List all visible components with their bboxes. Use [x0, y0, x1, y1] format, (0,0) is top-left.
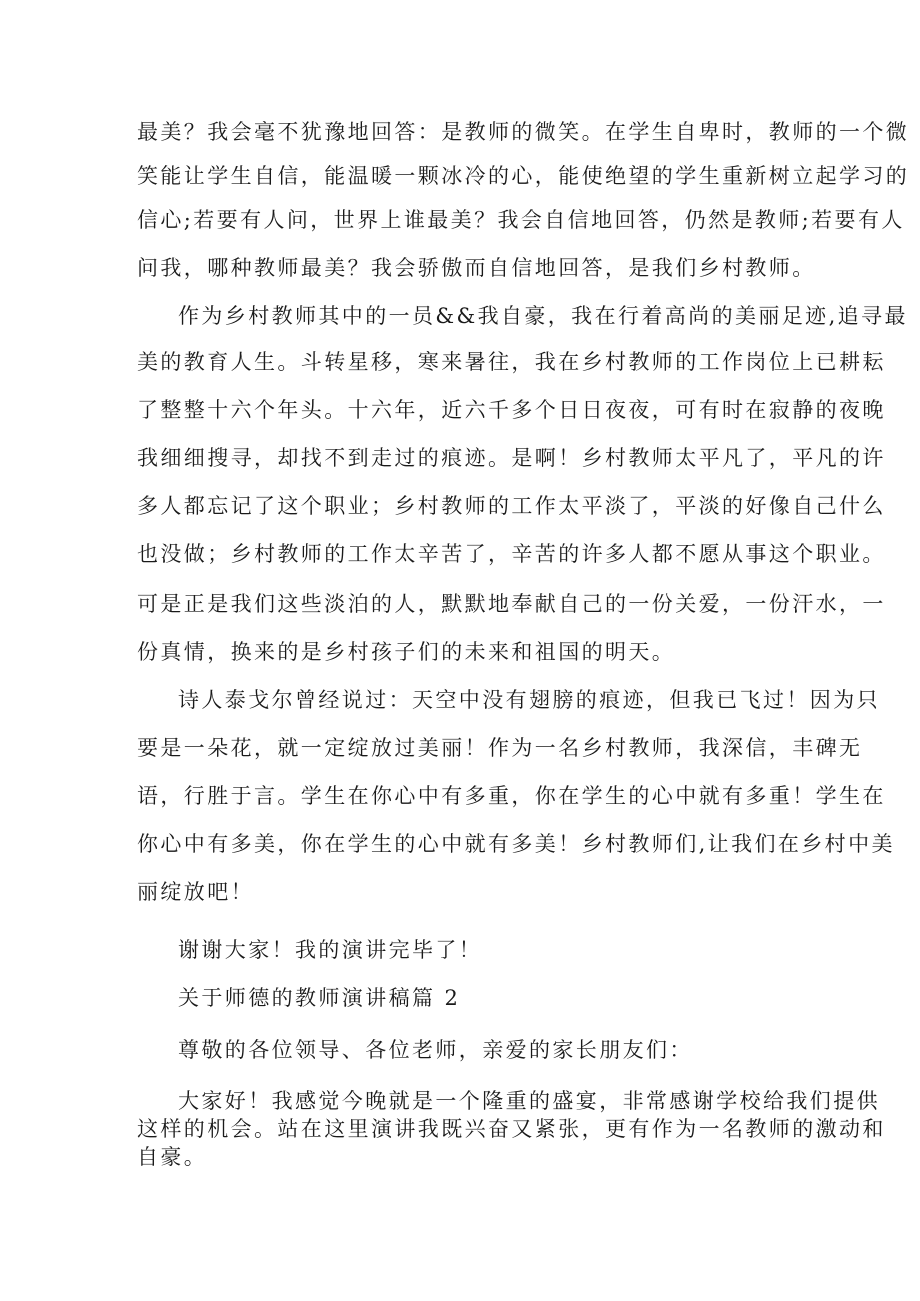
- salutation-line: 尊敬的各位领导、各位老师，亲爱的家长朋友们：: [178, 1038, 693, 1062]
- paragraph-line: 丽绽放吧！: [137, 880, 254, 904]
- section-heading: 关于师德的教师演讲稿篇 2: [178, 986, 461, 1010]
- paragraph-line: 信心;若要有人问，世界上谁最美？我会自信地回答，仍然是教师;若要有人: [137, 208, 905, 232]
- paragraph-line: 这样的机会。站在这里演讲我既兴奋又紧张，更有作为一名教师的激动和: [137, 1117, 886, 1141]
- paragraph-line: 你心中有多美，你在学生的心中就有多美！乡村教师们,让我们在乡村中美: [137, 832, 895, 856]
- paragraph-line: 美的教育人生。斗转星移，寒来暑往，我在乡村教师的工作岗位上已耕耘: [137, 350, 886, 374]
- closing-line: 谢谢大家！我的演讲完毕了！: [178, 938, 483, 962]
- paragraph-line: 诗人泰戈尔曾经说过：天空中没有翅膀的痕迹，但我已飞过！因为只: [178, 688, 880, 712]
- paragraph-line: 份真情，换来的是乡村孩子们的未来和祖国的明天。: [137, 640, 676, 664]
- paragraph-line: 大家好！我感觉今晚就是一个隆重的盛宴，非常感谢学校给我们提供: [178, 1089, 880, 1113]
- paragraph-line: 自豪。: [137, 1145, 208, 1169]
- paragraph-line: 可是正是我们这些淡泊的人，默默地奉献自己的一份关爱，一份汗水，一: [137, 592, 886, 616]
- paragraph-line: 作为乡村教师其中的一员&&我自豪，我在行着高尚的美丽足迹,追寻最: [178, 304, 908, 328]
- paragraph-line: 笑能让学生自信，能温暖一颗冰冷的心，能使绝望的学生重新树立起学习的: [137, 164, 910, 188]
- paragraph-line: 问我，哪种教师最美？我会骄傲而自信地回答，是我们乡村教师。: [137, 256, 816, 280]
- paragraph-line: 要是一朵花，就一定绽放过美丽！作为一名乡村教师，我深信，丰碑无: [137, 736, 863, 760]
- paragraph-line: 多人都忘记了这个职业；乡村教师的工作太平淡了，平淡的好像自己什么: [137, 494, 886, 518]
- paragraph-line: 最美？我会毫不犹豫地回答：是教师的微笑。在学生自卑时，教师的一个微: [137, 120, 910, 144]
- paragraph-line: 我细细搜寻，却找不到走过的痕迹。是啊！乡村教师太平凡了，平凡的许: [137, 446, 886, 470]
- paragraph-line: 语，行胜于言。学生在你心中有多重，你在学生的心中就有多重！学生在: [137, 784, 886, 808]
- paragraph-line: 了整整十六个年头。十六年，近六千多个日日夜夜，可有时在寂静的夜晚: [137, 398, 886, 422]
- paragraph-line: 也没做；乡村教师的工作太辛苦了，辛苦的许多人都不愿从事这个职业。: [137, 542, 886, 566]
